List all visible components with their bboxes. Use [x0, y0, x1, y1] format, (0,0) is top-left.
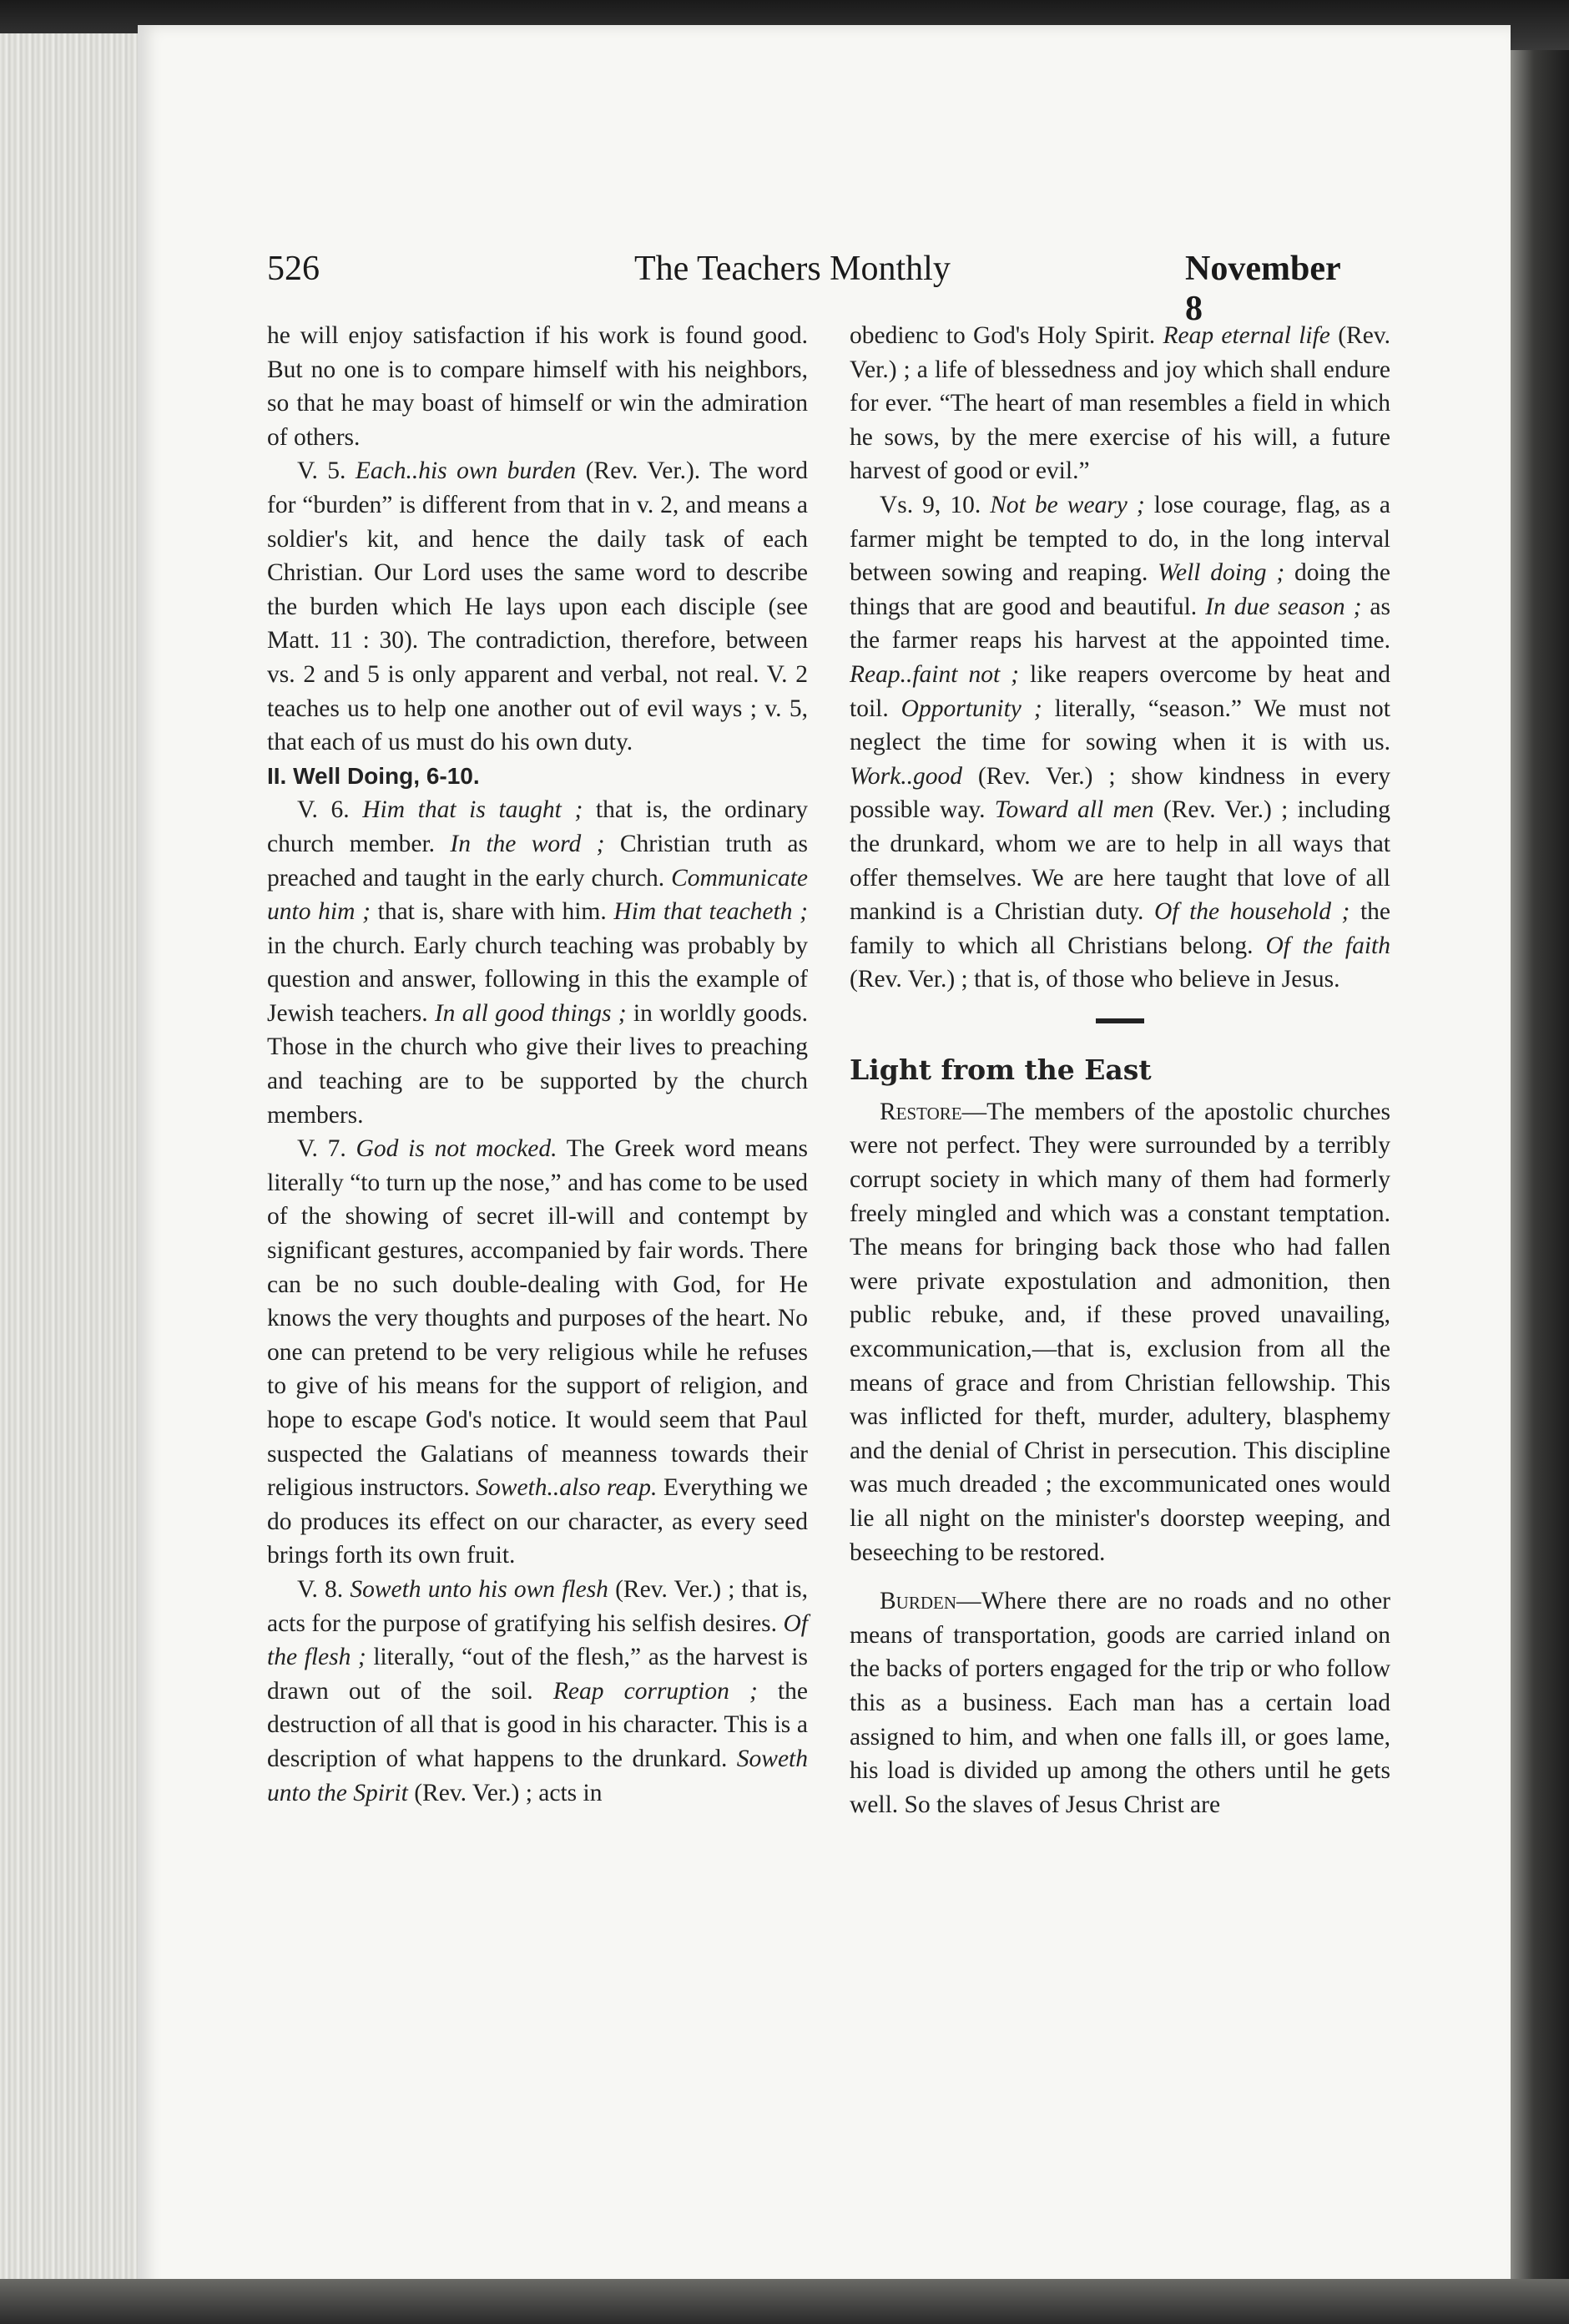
term: God is not mocked. — [356, 1135, 557, 1163]
commentary: as the farmer reaps his harvest at the appointed time. — [850, 593, 1391, 654]
term: Him that is taught ; — [362, 796, 583, 824]
commentary: (Rev. Ver.) ; including the drunkard, whom we are to help in all ways that offer themselves. We are here taught that love of all mankind is a Christian duty. — [850, 796, 1390, 926]
paragraph-gap — [850, 1569, 1390, 1584]
journal-title: The Teachers Monthly — [634, 250, 951, 288]
term: Of the faith — [1265, 932, 1390, 959]
commentary: doing the things that are good and beautiful. — [850, 559, 1390, 620]
section-heading: II. Well Doing, 6-10. — [267, 762, 480, 789]
term: Toward all men — [994, 796, 1154, 824]
commentary: (Rev. Ver.). The word for “burden” is different from that in v. 2, and means a soldier's kit, and hence the daily task of each Christian. Our Lord uses the same word to describe the burden which He lays upon each disciple (see Matt. 11 : 30). The contradiction, therefore, between vs. 2 and 5 is only apparent and verbal, not real. V. 2 teaches us to help one another out of evil ways ; v. 5, that each of us must do his own duty. — [267, 457, 808, 756]
paragraph-intro: he will enjoy satisfaction if his work is found good. But no one is to compare himself with his neighbors, so that he may boast of himself or win the admiration of others. — [267, 322, 808, 451]
commentary: that is, the ordinary church member. — [267, 796, 808, 857]
term: Work..good — [850, 762, 962, 790]
commentary: literally, “out of the flesh,” as the harvest is drawn out of the soil. — [267, 1644, 808, 1705]
commentary: Christian truth as preached and taught in the early church. — [267, 830, 808, 892]
verse-ref: V. 8. — [297, 1575, 351, 1603]
right-column — [850, 319, 1390, 1821]
commentary: —Where there are no roads and no other means of transportation, goods are carried inland on the backs of porters engaged for the trip or who follow this as a business. Each man has a certain load assigned to him, and when one falls ill, or goes lame, his load is divided up among the others until he gets well. So the slaves of Jesus Christ are — [850, 1588, 1390, 1818]
term: In the word ; — [450, 830, 605, 857]
left-column — [267, 319, 808, 1810]
term: Opportunity ; — [901, 695, 1042, 722]
paragraph-v6 — [267, 793, 808, 1132]
term: Soweth unto the Spirit — [267, 1745, 808, 1806]
verse-ref: V. 6. — [297, 796, 363, 824]
term: Each..his own burden — [355, 457, 577, 485]
issue-date: November 8 — [1185, 250, 1340, 328]
commentary: (Rev. Ver.) ; that is, acts for the purpose of gratifying his selfish desires. — [267, 1575, 808, 1637]
paragraph-v7 — [267, 1132, 808, 1573]
commentary: the family to which all Christians belong. — [850, 898, 1390, 959]
term: In due season ; — [1205, 593, 1362, 620]
paragraph-v5 — [267, 454, 808, 759]
term: Not be weary ; — [990, 491, 1145, 518]
commentary: lose courage, flag, as a farmer might be tempted to do, in the long interval between sowing and reaping. — [850, 491, 1391, 587]
entry-label: Burden — [880, 1588, 957, 1615]
scan-bottom-edge — [0, 2279, 1569, 2324]
book-page-edges — [0, 33, 146, 2324]
term: Reap corruption ; — [552, 1677, 758, 1705]
term: Him that teacheth ; — [613, 898, 808, 926]
term: Reap eternal life — [1163, 322, 1330, 349]
commentary: like reapers overcome by heat and toil. — [850, 660, 1390, 722]
verse-ref: V. 7. — [297, 1135, 356, 1163]
term: Well doing ; — [1158, 559, 1285, 587]
book-spine-shadow — [1511, 50, 1569, 2324]
paragraph-continued — [850, 319, 1390, 488]
section-divider — [1096, 1018, 1144, 1023]
commentary: —The members of the apostolic churches were not perfect. They were surrounded by a terribly corrupt society in which many of them had formerly freely mingled and which was a constant temptation. The means for bringing back those who had fallen were private expostulation and admonition, then public rebuke, and, if these proved unavailing, excommunication,—that is, exclusion from all the means of grace and from Christian fellowship. This was inflicted for theft, murder, adultery, blasphemy and the denial of Christ in persecution. This discipline was much dreaded ; the excommunicated ones would lie all night on the minister's doorstep weeping, and beseeching to be restored. — [850, 1098, 1390, 1566]
commentary: the destruction of all that is good in his character. This is a description of what happens to the drunkard. — [267, 1677, 809, 1772]
commentary: (Rev. Ver.) ; that is, of those who believe in Jesus. — [850, 966, 1340, 993]
commentary: The Greek word means literally “to turn up the nose,” and has come to be used of the showing of secret ill-will and contempt by significant gestures, accompanied by fair words. There can be no such double-dealing with God, for He knows the very thoughts and purposes of the heart. No one can pretend to be very religious while he refuses to give of his means for the support of religion, and hope to escape God's notice. It would seem that Paul suspected the Galatians of meanness towards their religious instructors. — [267, 1135, 808, 1502]
paragraph-v9-10 — [850, 488, 1390, 997]
paragraph-v8 — [267, 1573, 808, 1810]
verse-ref: V. 5. — [297, 457, 356, 485]
section-title: Light from the East — [850, 1053, 1152, 1086]
entry-label: Restore — [880, 1098, 962, 1125]
commentary: literally, “season.” We must not neglect the time for sowing when it is with us. — [850, 695, 1390, 756]
paragraph-burden — [850, 1584, 1390, 1821]
commentary: in the church. Early church teaching was probably by question and answer, following in this the example of Jewish teachers. — [267, 932, 808, 1027]
paragraph-restore — [850, 1095, 1390, 1569]
verse-ref: Vs. 9, 10. — [880, 491, 991, 518]
commentary: obedienc to God's Holy Spirit. — [850, 322, 1163, 349]
page-number: 526 — [267, 250, 320, 288]
commentary: (Rev. Ver.) ; acts in — [407, 1779, 603, 1806]
term: Of the flesh ; — [267, 1609, 808, 1671]
commentary: (Rev. Ver.) ; show kindness in every possible way. — [850, 762, 1390, 824]
commentary: that is, share with him. — [370, 898, 614, 926]
term: Soweth unto his own flesh — [350, 1575, 608, 1603]
term: Of the household ; — [1153, 898, 1350, 926]
commentary: in worldly goods. Those in the church who give their lives to preaching and teaching are to be supported by the church members. — [267, 999, 808, 1129]
term: Communicate unto him ; — [267, 864, 808, 926]
term: Reap..faint not ; — [850, 660, 1019, 688]
commentary: (Rev. Ver.) ; a life of blessedness and joy which shall endure for ever. “The heart of man resembles a field in which he sows, by the mere exercise of his will, a future harvest of good or evil.” — [850, 322, 1391, 485]
term: In all good things ; — [434, 999, 627, 1027]
commentary: Everything we do produces its effect on our character, as every seed brings forth its own fruit. — [267, 1474, 808, 1569]
term: Soweth..also reap. — [476, 1474, 658, 1502]
